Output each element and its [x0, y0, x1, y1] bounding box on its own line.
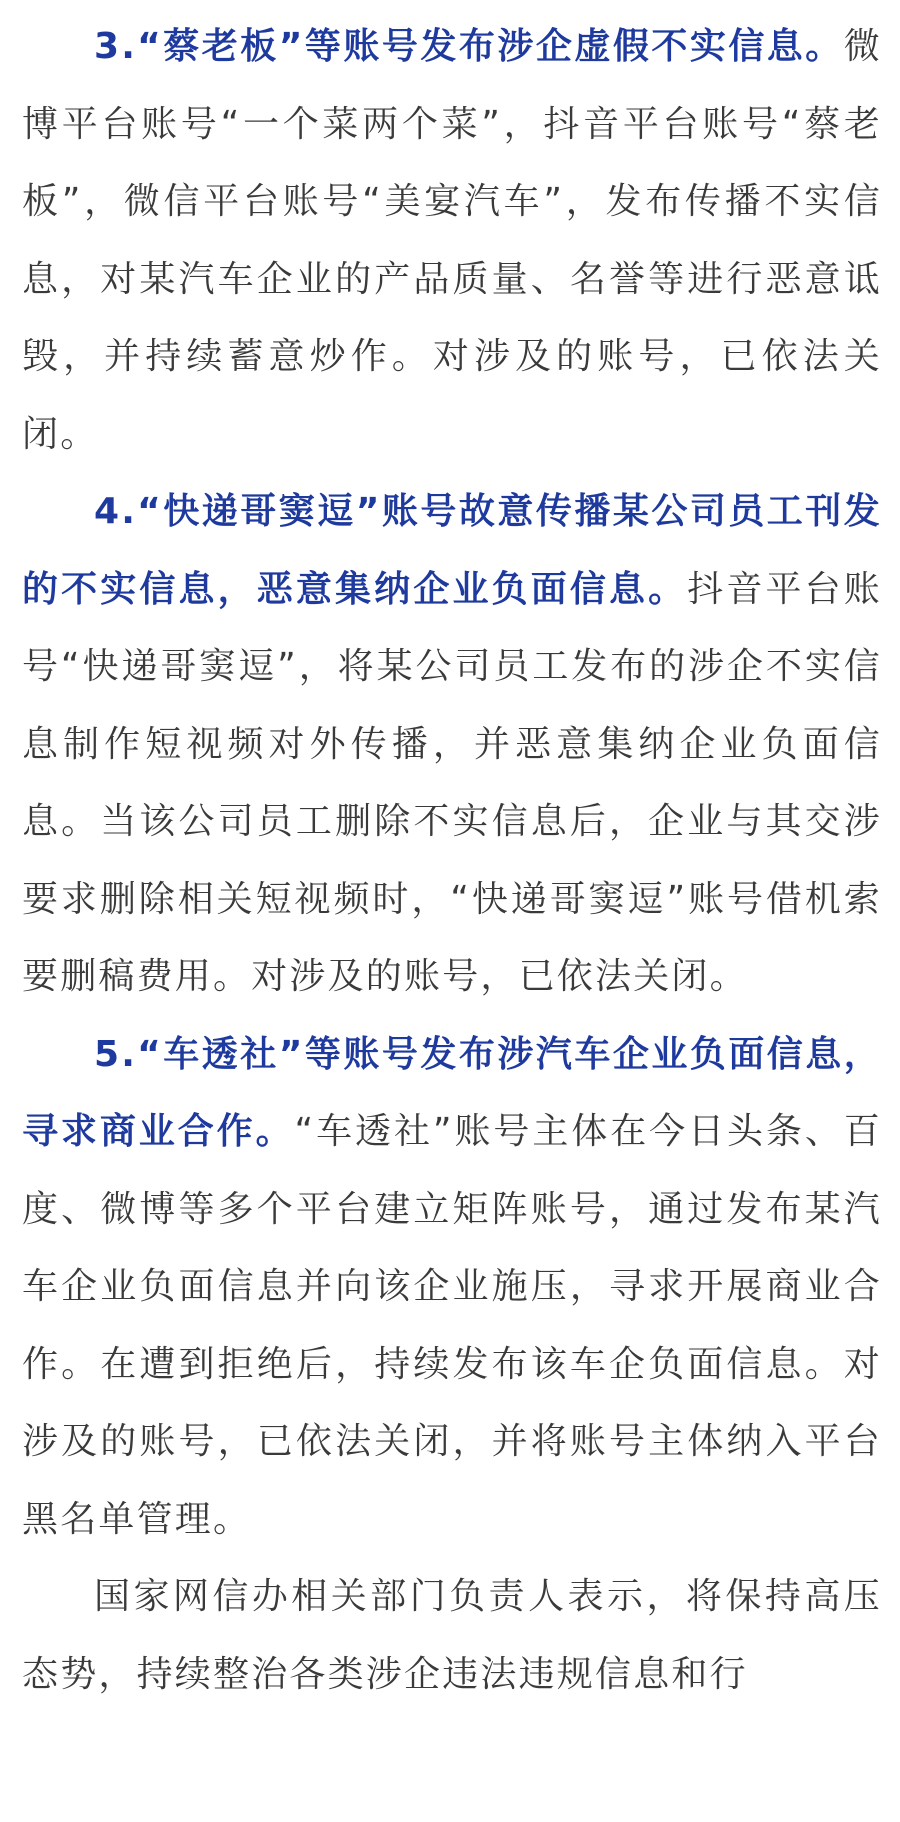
- item-5-heading: 5.“车透社”等账号发布涉汽车企业负面信息，寻求商业合作。: [22, 1033, 882, 1152]
- item-5-paragraph: [22, 1016, 882, 1559]
- item-3-body: 微博平台账号“一个菜两个菜”，抖音平台账号“蔡老板”，微信平台账号“美宴汽车”，发布传播不实信息，对某汽车企业的产品质量、名誉等进行恶意诋毁，并持续蓄意炒作。对涉及的账号，已依法关闭。: [22, 26, 882, 455]
- item-4-heading: 4.“快递哥窦逗”账号故意传播某公司员工刊发的不实信息，恶意集纳企业负面信息。: [22, 491, 882, 610]
- item-4-body: 抖音平台账号“快递哥窦逗”，将某公司员工发布的涉企不实信息制作短视频对外传播，并恶意集纳企业负面信息。当该公司员工删除不实信息后，企业与其交涉要求删除相关短视频时，“快递哥窦逗”账号借机索要删稿费用。对涉及的账号，已依法关闭。: [22, 568, 882, 997]
- closing-paragraph: [22, 1558, 882, 1713]
- closing-text: 国家网信办相关部门负责人表示，将保持高压态势，持续整治各类涉企违法违规信息和行: [22, 1576, 882, 1695]
- item-3-paragraph: [22, 8, 882, 473]
- item-3-heading: 3.“蔡老板”等账号发布涉企虚假不实信息。: [94, 26, 844, 67]
- item-4-paragraph: [22, 473, 882, 1016]
- item-5-body: “车透社”账号主体在今日头条、百度、微博等多个平台建立矩阵账号，通过发布某汽车企业负面信息并向该企业施压，寻求开展商业合作。在遭到拒绝后，持续发布该车企负面信息。对涉及的账号，已依法关闭，并将账号主体纳入平台黑名单管理。: [22, 1111, 882, 1540]
